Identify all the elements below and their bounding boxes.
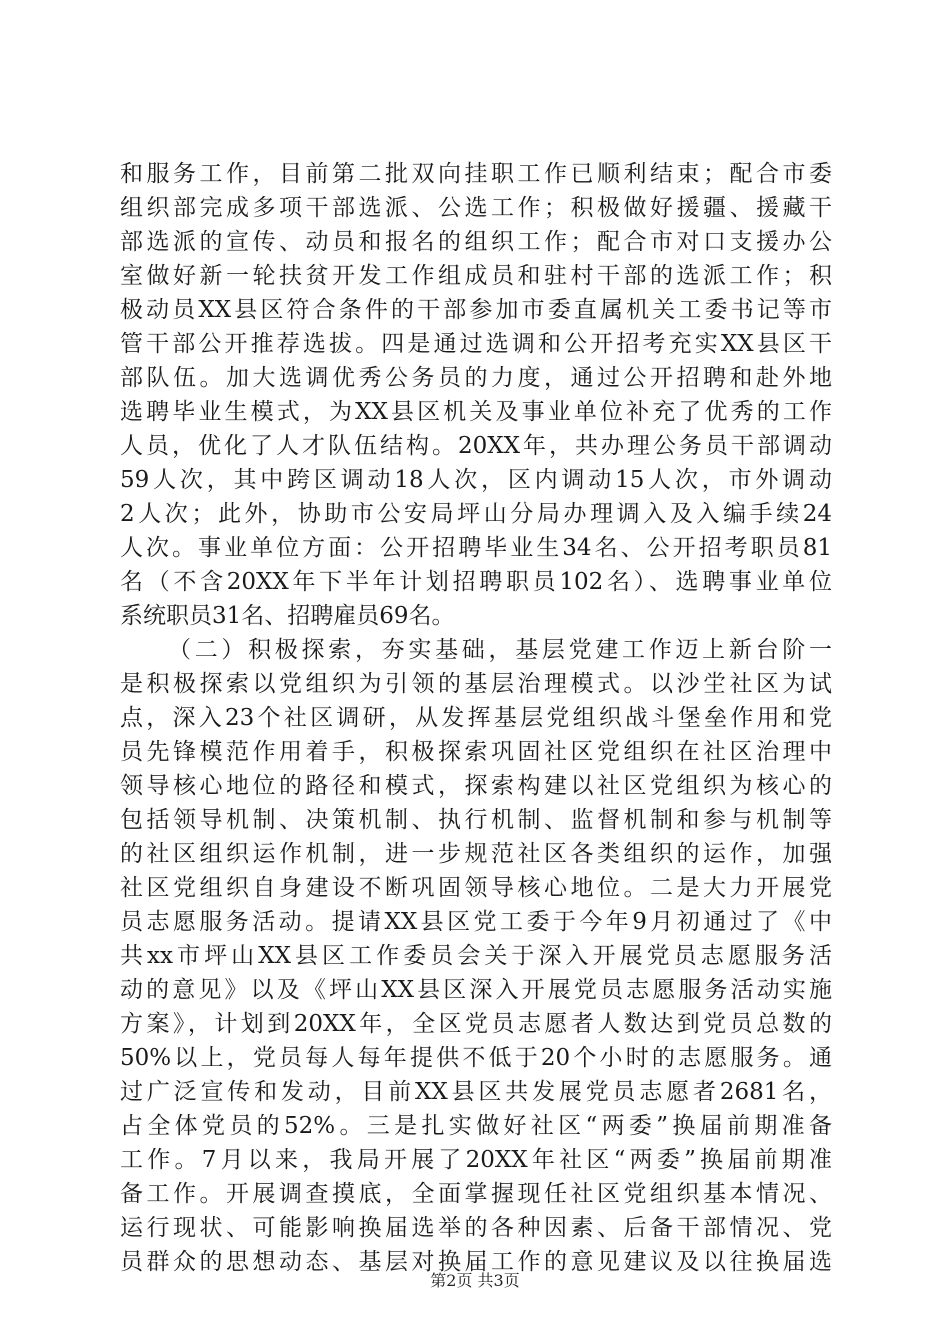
text-line: 领导核心地位的路径和模式，探索构建以社区党组织为核心的 [120, 773, 832, 799]
text-line: 工作。7月以来，我局开展了20XX年社区“两委”换届前期准 [120, 1147, 832, 1173]
text-line: 员志愿服务活动。提请XX县区党工委于今年9月初通过了《中 [120, 909, 832, 935]
page-footer: 第2页 共3页 [430, 1271, 520, 1290]
text-line: 和服务工作，目前第二批双向挂职工作已顺利结束；配合市委 [120, 161, 832, 187]
text-line: 包括领导机制、决策机制、执行机制、监督机制和参与机制等 [120, 807, 832, 833]
text-line: 人员，优化了人才队伍结构。20XX年，共办理公务员干部调动 [120, 433, 832, 459]
text-line: 室做好新一轮扶贫开发工作组成员和驻村干部的选派工作；积 [120, 263, 832, 289]
text-line: 占全体党员的52%。三是扎实做好社区“两委”换届前期准备 [120, 1113, 832, 1139]
text-line: 的社区组织运作机制，进一步规范社区各类组织的运作，加强 [120, 841, 832, 867]
text-line: 选聘毕业生模式，为XX县区机关及事业单位补充了优秀的工作 [120, 399, 832, 425]
text-line: 名（不含20XX年下半年计划招聘职员102名）、选聘事业单位 [120, 569, 832, 595]
text-line: 点，深入23个社区调研，从发挥基层党组织战斗堡垒作用和党 [120, 705, 832, 731]
text-line: 人次。事业单位方面：公开招聘毕业生34名、公开招考职员81 [120, 535, 832, 561]
text-line: 59人次，其中跨区调动18人次，区内调动15人次，市外调动 [120, 467, 832, 493]
text-line: 运行现状、可能影响换届选举的各种因素、后备干部情况、党 [120, 1215, 832, 1241]
text-line: 极动员XX县区符合条件的干部参加市委直属机关工委书记等市 [120, 297, 832, 323]
text-line: 社区党组织自身建设不断巩固领导核心地位。二是大力开展党 [120, 875, 832, 901]
text-line: 2人次；此外，协助市公安局坪山分局办理调入及入编手续24 [120, 501, 832, 527]
text-line: 组织部完成多项干部选派、公选工作；积极做好援疆、援藏干 [120, 195, 832, 221]
text-line: 备工作。开展调查摸底，全面掌握现任社区党组织基本情况、 [120, 1181, 832, 1207]
text-line: 是积极探索以党组织为引领的基层治理模式。以沙坣社区为试 [120, 671, 832, 697]
text-line: 员群众的思想动态、基层对换届工作的意见建议及以往换届选 [120, 1249, 832, 1275]
text-line: 部选派的宣传、动员和报名的组织工作；配合市对口支援办公 [120, 229, 832, 255]
text-line: 共xx市坪山XX县区工作委员会关于深入开展党员志愿服务活 [120, 943, 832, 969]
text-line: 系统职员31名、招聘雇员69名。 [120, 603, 455, 629]
text-line: 员先锋模范作用着手，积极探索巩固社区党组织在社区治理中 [120, 739, 832, 765]
text-line: 方案》，计划到20XX年，全区党员志愿者人数达到党员总数的 [120, 1011, 832, 1037]
text-line: 部队伍。加大选调优秀公务员的力度，通过公开招聘和赴外地 [120, 365, 832, 391]
text-line: （二）积极探索，夯实基础，基层党建工作迈上新台阶一 [168, 637, 832, 663]
text-line: 过广泛宣传和发动，目前XX县区共发展党员志愿者2681名， [120, 1079, 832, 1105]
body-text [120, 157, 832, 1279]
text-line: 管干部公开推荐选拔。四是通过选调和公开招考充实XX县区干 [120, 331, 832, 357]
text-line: 50%以上，党员每人每年提供不低于20个小时的志愿服务。通 [120, 1045, 832, 1071]
text-line: 动的意见》以及《坪山XX县区深入开展党员志愿服务活动实施 [120, 977, 832, 1003]
